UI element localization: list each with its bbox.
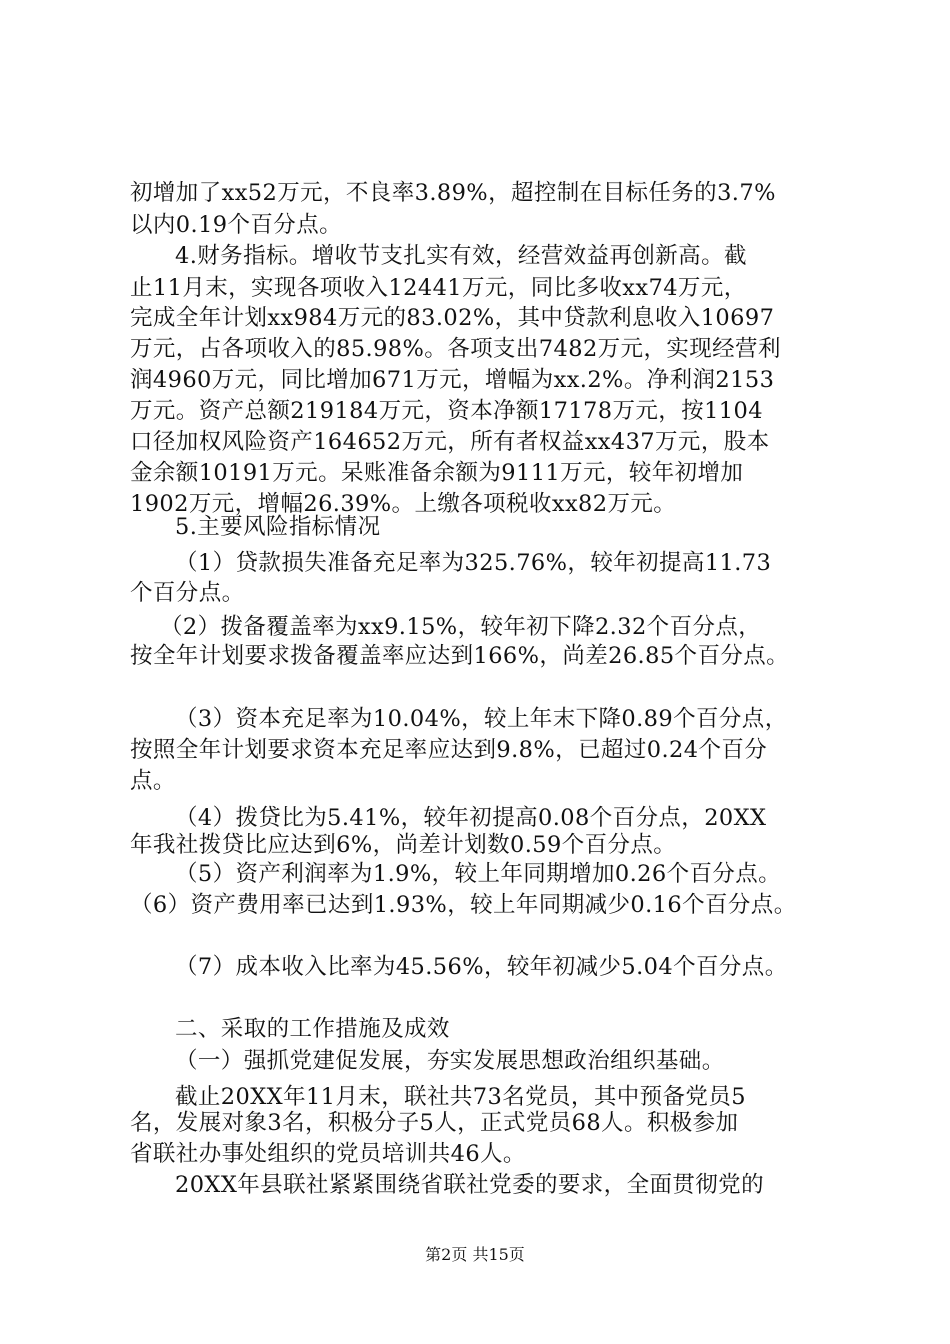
text-line: （1）贷款损失准备充足率为325.76%，较年初提高11.73 [175, 550, 772, 576]
text-line: 省联社办事处组织的党员培训共46人。 [130, 1141, 526, 1167]
text-line: （4）拨贷比为5.41%，较年初提高0.08个百分点，20XX [175, 805, 767, 831]
text-line: 润4960万元，同比增加671万元，增幅为xx.2%。净利润2153 [130, 367, 775, 393]
text-line: 完成全年计划xx984万元的83.02%，其中贷款利息收入10697 [130, 305, 775, 331]
text-line: 20XX年县联社紧紧围绕省联社党委的要求，全面贯彻党的 [175, 1172, 764, 1198]
text-line: （6）资产费用率已达到1.93%，较上年同期减少0.16个百分点。 [130, 892, 797, 918]
subsection-heading: （一）强抓党建促发展，夯实发展思想政治组织基础。 [175, 1048, 725, 1074]
text-line: 以内0.19个百分点。 [130, 212, 342, 238]
text-line: （2）拨备覆盖率为xx9.15%，较年初下降2.32个百分点， [160, 614, 762, 640]
text-line: 万元，占各项收入的85.98%。各项支出7482万元，实现经营利 [130, 336, 781, 362]
text-line: 4.财务指标。增收节支扎实有效，经营效益再创新高。截 [175, 243, 747, 269]
section-heading: 二、采取的工作措施及成效 [175, 1016, 450, 1042]
text-line: 口径加权风险资产164652万元，所有者权益xx437万元，股本 [130, 429, 770, 455]
text-line: 万元。资产总额219184万元，资本净额17178万元，按1104 [130, 398, 763, 424]
text-line: 止11月末，实现各项收入12441万元，同比多收xx74万元， [130, 275, 747, 301]
text-line: 1902万元，增幅26.39%。上缴各项税收xx82万元。 [130, 491, 677, 517]
text-line: 初增加了xx52万元，不良率3.89%，超控制在目标任务的3.7% [130, 180, 776, 206]
page-number-footer: 第2页 共15页 [425, 1245, 525, 1264]
text-line: 点。 [130, 768, 176, 794]
text-line: 金余额10191万元。呆账准备余额为9111万元，较年初增加 [130, 460, 744, 486]
text-line: 按全年计划要求拨备覆盖率应达到166%，尚差26.85个百分点。 [130, 643, 790, 669]
text-line: 截止20XX年11月末，联社共73名党员，其中预备党员5 [175, 1084, 746, 1110]
text-line: （7）成本收入比率为45.56%，较年初减少5.04个百分点。 [175, 954, 788, 980]
text-line: （5）资产利润率为1.9%，较上年同期增加0.26个百分点。 [175, 861, 782, 887]
text-line: 年我社拨贷比应达到6%，尚差计划数0.59个百分点。 [130, 832, 677, 858]
text-line: （3）资本充足率为10.04%，较上年末下降0.89个百分点， [175, 706, 788, 732]
text-line: 名，发展对象3名，积极分子5人，正式党员68人。积极参加 [130, 1110, 739, 1136]
text-line: 按照全年计划要求资本充足率应达到9.8%，已超过0.24个百分 [130, 737, 768, 763]
text-line: 5.主要风险指标情况 [175, 514, 381, 540]
text-line: 个百分点。 [130, 580, 245, 606]
